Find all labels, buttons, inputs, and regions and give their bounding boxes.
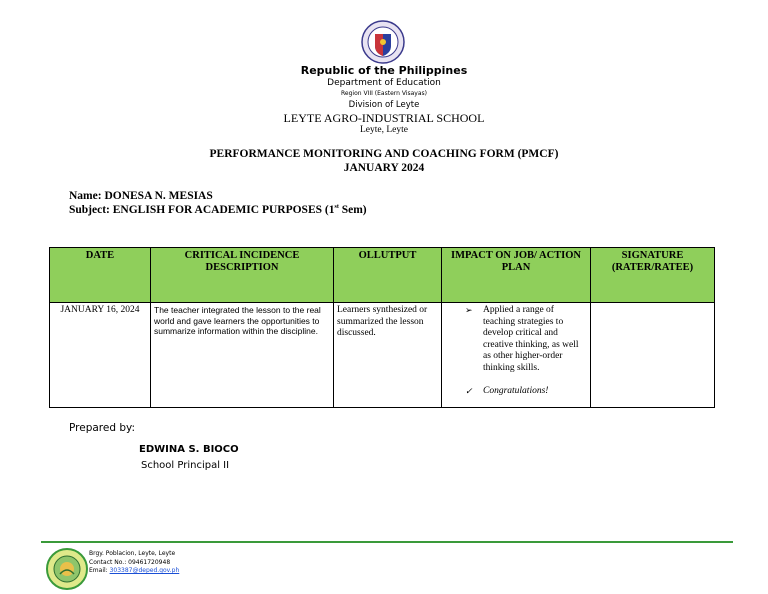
checkmark-icon: ✓ bbox=[465, 386, 473, 396]
region-heading: Region VIII (Eastern Visayas) bbox=[341, 90, 427, 97]
table-row bbox=[50, 303, 715, 408]
header-date: DATE bbox=[50, 248, 151, 303]
form-month: JANUARY 2024 bbox=[343, 162, 425, 174]
school-name: LEYTE AGRO-INDUSTRIAL SCHOOL bbox=[283, 111, 485, 125]
impact-item bbox=[445, 305, 587, 374]
cell-signature bbox=[591, 303, 715, 408]
department-heading: Department of Education bbox=[327, 78, 441, 88]
footer-contact-block bbox=[89, 550, 179, 576]
header-signature: SIGNATURE (RATER/RATEE) bbox=[591, 248, 715, 303]
header-output: OLLUTPUT bbox=[334, 248, 442, 303]
principal-title: School Principal II bbox=[141, 460, 230, 471]
footer-address: Brgy. Poblacion, Leyte, Leyte bbox=[89, 550, 176, 557]
school-location: Leyte, Leyte bbox=[359, 125, 408, 135]
pmcf-table bbox=[49, 247, 715, 408]
form-title: PERFORMANCE MONITORING AND COACHING FORM (PMCF) bbox=[209, 148, 559, 160]
header-incidence: CRITICAL INCIDENCE DESCRIPTION bbox=[151, 248, 334, 303]
cell-impact bbox=[442, 303, 591, 408]
republic-heading: Republic of the Philippines bbox=[300, 64, 468, 77]
footer-contact: Contact No.: 09461720948 bbox=[89, 558, 171, 566]
header-impact: IMPACT ON JOB/ ACTION PLAN bbox=[442, 248, 591, 303]
footer-divider bbox=[41, 541, 733, 543]
deped-seal-icon bbox=[361, 20, 405, 64]
principal-name: EDWINA S. BIOCO bbox=[139, 444, 239, 455]
table-header-row bbox=[50, 248, 715, 303]
email-link[interactable]: 303387@deped.gov.ph bbox=[109, 567, 180, 574]
cell-date: JANUARY 16, 2024 bbox=[50, 303, 151, 408]
impact-text: Applied a range of teaching strategies to develop critical and creative thinking, as well as other higher-order thinking skills. bbox=[483, 305, 579, 373]
congrats-item bbox=[445, 386, 587, 398]
division-heading: Division of Leyte bbox=[348, 100, 420, 110]
cell-output: Learners synthesized or summarized the lesson discussed. bbox=[334, 303, 442, 408]
arrow-bullet-icon: ➢ bbox=[465, 305, 473, 315]
school-logo-icon bbox=[46, 548, 88, 590]
congrats-text: Congratulations! bbox=[483, 386, 549, 396]
prepared-by-label: Prepared by: bbox=[69, 422, 135, 434]
footer-email-line: Email: 303387@deped.gov.ph bbox=[89, 567, 180, 574]
teacher-name: Name: DONESA N. MESIAS bbox=[69, 190, 213, 202]
cell-incidence: The teacher integrated the lesson to the real world and gave learners the opportunities to summarize information within the discipline. bbox=[151, 303, 334, 408]
subject-line: Subject: ENGLISH FOR ACADEMIC PURPOSES (1st Sem) bbox=[69, 204, 367, 216]
